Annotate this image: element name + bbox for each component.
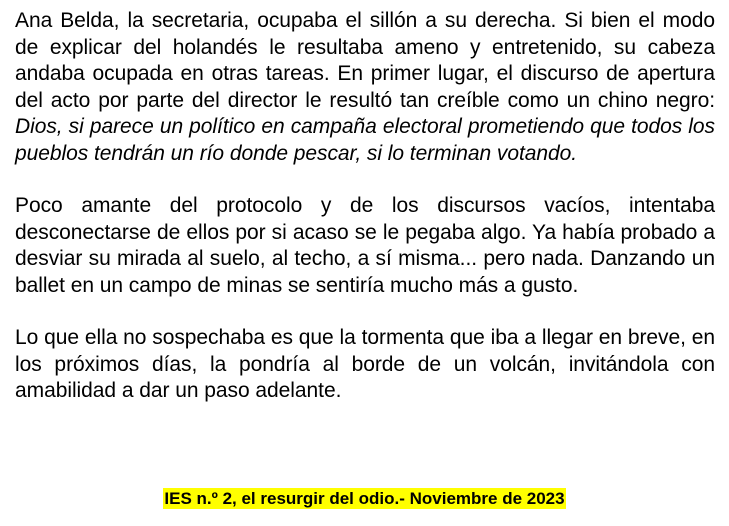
paragraph-2 — [15, 193, 715, 299]
footer — [0, 488, 729, 509]
paragraph-1-text: Ana Belda, la secretaria, ocupaba el sillón a su derecha. Si bien el modo de explicar del holandés le resultaba ameno y entretenido, su cabeza andaba ocupada en otras tareas. En primer lugar, el discurso de apertura del acto por parte del director le resultó tan creíble como un chino negro: — [15, 9, 715, 112]
paragraph-3-text: Lo que ella no sospechaba es que la tormenta que iba a llegar en breve, en los próximos días, la pondría al borde de un volcán, invitándola con amabilidad a dar un paso adelante. — [15, 326, 715, 402]
paragraph-1-italic-text: Dios, si parece un político en campaña electoral prometiendo que todos los pueblos tendrán un río donde pescar, si lo terminan votando. — [15, 115, 715, 165]
paragraph-3 — [15, 325, 715, 405]
footer-highlighted-text: IES n.º 2, el resurgir del odio.- Noviembre de 2023 — [164, 489, 565, 508]
paragraph-1 — [15, 8, 715, 167]
paragraph-2-text: Poco amante del protocolo y de los discursos vacíos, intentaba desconectarse de ellos por si acaso se le pegaba algo. Ya había probado a desviar su mirada al suelo, al techo, a sí misma... pero nada. Danzando un ballet en un campo de minas se sentiría mucho más a gusto. — [15, 194, 715, 297]
document-body — [15, 8, 715, 431]
